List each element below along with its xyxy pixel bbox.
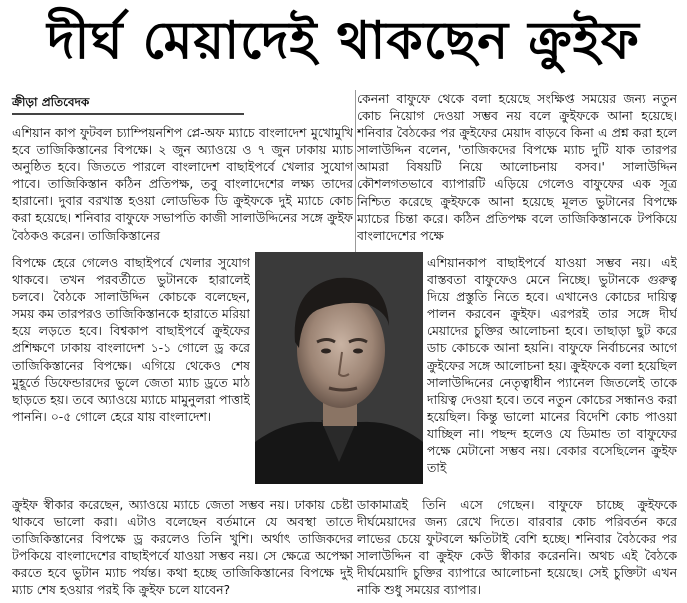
portrait-drawing [255,252,423,484]
byline: ক্রীড়া প্রতিবেদক [12,94,244,115]
left-eye [321,349,331,354]
article-column-left-mid [12,254,250,496]
article-column-left-bottom [12,496,353,600]
article-paragraph: ক্রুইফ স্বীকার করেছেন, অ্যাওয়ে ম্যাচে জেতা সম্ভব নয়। ঢাকায় চেষ্টা থাকবে ভালো করা। এটাও বলেছেন বর্তমানে যে অবস্থা তাতে তাজিকিস্তানের বিপক্ষে ড্র করলেও তিনি খুশি। অর্থাৎ তাজিকদের টপকিয়ে বাংলাদেশের বাছাইপর্বে যাওয়া সম্ভব নয়। সে ক্ষেত্রে অপেক্ষা করতে হবে ভুটান ম্যাচ পর্যন্ত। কথা হচ্ছে তাজিকিস্তানের বিপক্ষে দুই ম্যাচ শেষ হওয়ার পরই কি ক্রুইফ চলে যাবেন? [12,497,353,598]
headline: দীর্ঘ মেয়াদেই থাকছেন ক্রুইফ [47,10,640,71]
article-column-right-bottom [357,496,677,600]
article-paragraph: ডাকামাত্রই তিনি এসে গেছেন। বাফুফে চাচ্ছে ক্রুইফকে দীর্ঘমেয়াদের জন্য রেখে দিতে। বারবার কোচ পরিবর্তন করে লাভের চেয়ে ফুটবলে ক্ষতিটাই বেশি হচ্ছে। শনিবার বৈঠকের পর সালাউদ্দিন বা ক্রুইফ কেউ স্বীকার করেননি। অথচ এই বৈঠকে দীর্ঘমেয়াদি চুক্তির ব্যাপারে আলোচনা হয়েছে। সেই চুক্তিটা এখন নাকি শুধু সময়ের ব্যাপার। [357,497,677,598]
article-column-right-top [357,90,677,252]
coach-portrait-photo [255,252,423,484]
article-column-left-top [12,124,353,252]
article-paragraph: এশিয়ান কাপ ফুটবল চ্যাম্পিয়নশিপ প্লে-অফ ম্যাচে বাংলাদেশ মুখোমুখি হবে তাজিকিস্তানের বিপক্ষে। ২ জুন অ্যাওয়ে ও ৭ জুন ঢাকায় ম্যাচ অনুষ্ঠিত হবে। জিততে পারলে বাংলাদেশ বাছাইপর্বে খেলার সুযোগ পাবে। তাজিকিস্তান কঠিন প্রতিপক্ষ, তবু বাংলাদেশের লক্ষ্য তাদের হারানো। দুবার বরখাস্ত হওয়া লোডভিক ডি ক্রুইফকে দুই ম্যাচে কোচ করা হয়েছে। শনিবার বাফুফে সভাপতি কাজী সালাউদ্দিনের সঙ্গে ক্রুইফ বৈঠকও করেন। তাজিকিস্তানের [12,125,353,243]
article-column-right-mid [427,254,677,496]
column-divider [355,90,356,252]
article-paragraph: কেননা বাফুফে থেকে বলা হয়েছে সংক্ষিপ্ত সময়ের জন্য নতুন কোচ নিয়োগ দেওয়া সম্ভব নয় বলে ক্রুইফকে আনা হয়েছে। শনিবার বৈঠকের পর ক্রুইফের মেয়াদ বাড়বে কিনা এ প্রশ্ন করা হলে সালাউদ্দিন বলেন, 'তাজিকদের বিপক্ষে ম্যাচ দুটি যাক তারপর আমরা বিষয়টি নিয়ে আলোচনায় বসব।' সালাউদ্দিন কৌশলগতভাবে ব্যাপারটি এড়িয়ে গেলেও বাফুফের এক সূত্র নিশ্চিত করেছে ক্রুইফকে আনা হয়েছে মূলত ভুটানের বিপক্ষে ম্যাচের চিন্তা করে। কঠিন প্রতিপক্ষ বলে তাজিকিস্তানকে টপকিয়ে বাংলাদেশের পক্ষে [357,91,677,243]
right-eye [353,349,363,354]
article-paragraph: এশিয়ানকাপ বাছাইপর্বে যাওয়া সম্ভব নয়। এই বাস্তবতা বাফুফেও মেনে নিচ্ছে। ভুটানকে গুরুত্ব দিয়ে প্রস্তুতি নিতে হবে। এখানেও কোচের দায়িত্ব পালন করবেন ক্রুইফ। এরপরই তার সঙ্গে দীর্ঘ মেয়াদের চুক্তির আলোচনা হবে। তাছাড়া ছুট করে ডাচ কোচকে আনা হয়নি। বাফুফে নির্বাচনের আগে ক্রুইফের সঙ্গে আলোচনা হয়। ক্রুইফকে বলা হয়েছিল সালাউদ্দিনের নেতৃত্বাধীন প্যানেল জিতলেই তাকে দায়িত্ব দেওয়া হবে। তবে নতুন কোচের সন্ধানও করা হয়েছিল। কিন্তু ভালো মানের বিদেশি কোচ পাওয়া যাচ্ছিল না। পছন্দ হলেও যে ডিমান্ড তা বাফুফের পক্ষে মেটানো সম্ভব নয়। বেকার বসেছিলেন ক্রুইফ তাই [427,255,677,476]
article-paragraph: বিপক্ষে হেরে গেলেও বাছাইপর্বে খেলার সুযোগ থাকবে। তখন পরবর্তীতে ভুটানকে হারালেই চলবে। বৈঠকে সালাউদ্দিন কোচকে বলেছেন, সময় কম তারপরও তাজিকিস্তানকে হারাতে মরিয়া হয়ে লড়তে হবে। বিশ্বকাপ বাছাইপর্বে ক্রুইফের প্রশিক্ষণে ঢাকায় বাংলাদেশ ১-১ গোলে ড্র করে তাজিকিস্তানের বিপক্ষে। এগিয়ে থেকেও শেষ মুহূর্তে ডিফেন্ডারদের ভুলে জেতা ম্যাচ ড্রতে মাঠ ছাড়তে হয়। তবে অ্যাওয়ে ম্যাচে মামুনুলরা পাত্তাই পাননি। ০-৫ গোলে হেরে যায় বাংলাদেশ। [12,255,250,424]
